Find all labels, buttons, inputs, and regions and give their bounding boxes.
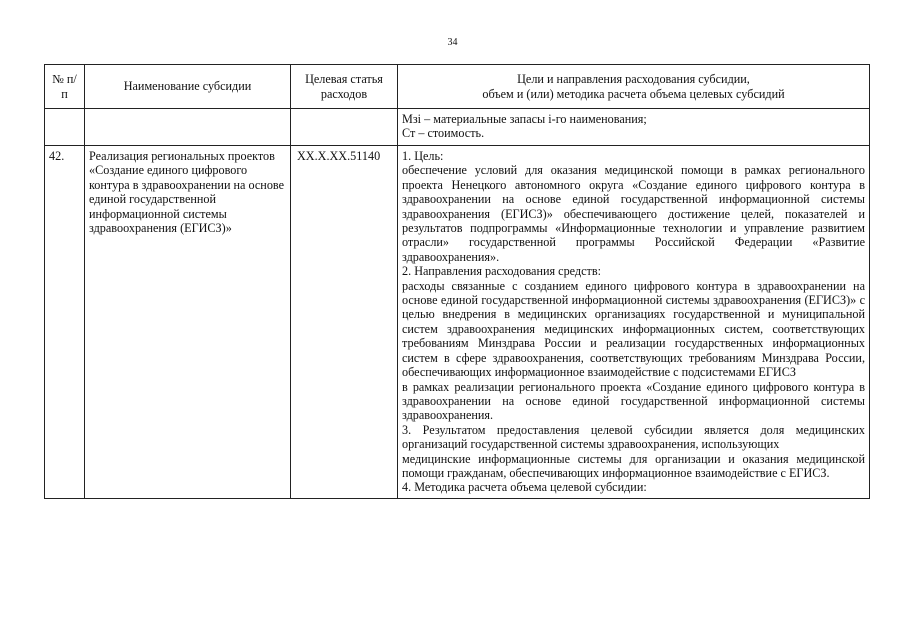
page-number: 34 — [447, 37, 458, 48]
header-number: № п/п — [45, 65, 85, 109]
subsidy-table — [44, 64, 870, 499]
cell-number-empty — [45, 109, 85, 146]
header-goals-line-1: Цели и направления расходования субсидии, — [517, 72, 750, 87]
method-heading: 4. Методика расчета объема целевой субсидии: — [402, 480, 647, 495]
table-header — [45, 65, 870, 109]
header-code: Целевая статья расходов — [291, 65, 398, 109]
result-text: 3. Результатом предоставления целевой субсидии является доля медицинских организаций государственной системы здравоохранения, использующих — [402, 422, 865, 452]
continuation-line-2: Ст – стоимость. — [402, 126, 485, 141]
directions-text-2: в рамках реализации регионального проекта «Создание единого цифрового контура в здравоохранении на основе единой государственной информационной системы здравоохранения. — [402, 379, 865, 423]
cell-target-article: XX.X.XX.51140 — [291, 146, 398, 499]
header-name: Наименование субсидии — [85, 65, 291, 109]
cell-code-empty — [291, 109, 398, 146]
cell-subsidy-name: Реализация региональных проектов «Создание единого цифрового контура в здравоохранении на основе единой государственной информационной системы здравоохранения (ЕГИСЗ)» — [85, 146, 291, 499]
header-row — [45, 65, 870, 109]
cell-number: 42. — [45, 146, 85, 499]
header-goals — [398, 65, 870, 109]
continuation-line-1: Мзi – материальные запасы i-го наименования; — [402, 112, 647, 126]
cell-goals-continuation — [398, 109, 870, 146]
result-text-2: медицинские информационные системы для организации и оказания медицинской помощи гражданам, обеспечивающих информационное взаимодействие с ЕГИСЗ. — [402, 451, 865, 480]
header-goals-line-2: объем и (или) методика расчета объема целевых субсидий — [482, 86, 785, 101]
goal-heading: 1. Цель: — [402, 149, 444, 163]
table-row-continuation — [45, 109, 870, 146]
directions-heading: 2. Направления расходования средств: — [402, 264, 601, 279]
goal-text: обеспечение условий для оказания медицинской помощи в рамках регионального проекта Ненецкого автономного округа «Создание единого цифрового контура в здравоохранении на основе единой государственной информационной системы здравоохранения (ЕГИСЗ)» обеспечивающего достижение целей, показателей и результатов подпрограммы «Информационные технологии и управление развитием отрасли» государственной программы Российской Федерации «Развитие здравоохранения». — [402, 163, 865, 264]
directions-text: расходы связанные с созданием единого цифрового контура в здравоохранении на основе единой государственной информационной системы здравоохранения (ЕГИСЗ)» с целью внедрения в медицинских организациях государственной и муниципальной систем здравоохранения медицинских информационных систем, соответствующих требованиям Минздрава России и реализации государственных информационных систем в сфере здравоохранения, соответствующих требованиям Минздрава России, обеспечивающих информационное взаимодействие с подсистемами ЕГИСЗ — [402, 278, 865, 380]
table-row-42 — [45, 146, 870, 499]
cell-name-empty — [85, 109, 291, 146]
cell-goals — [398, 146, 870, 499]
